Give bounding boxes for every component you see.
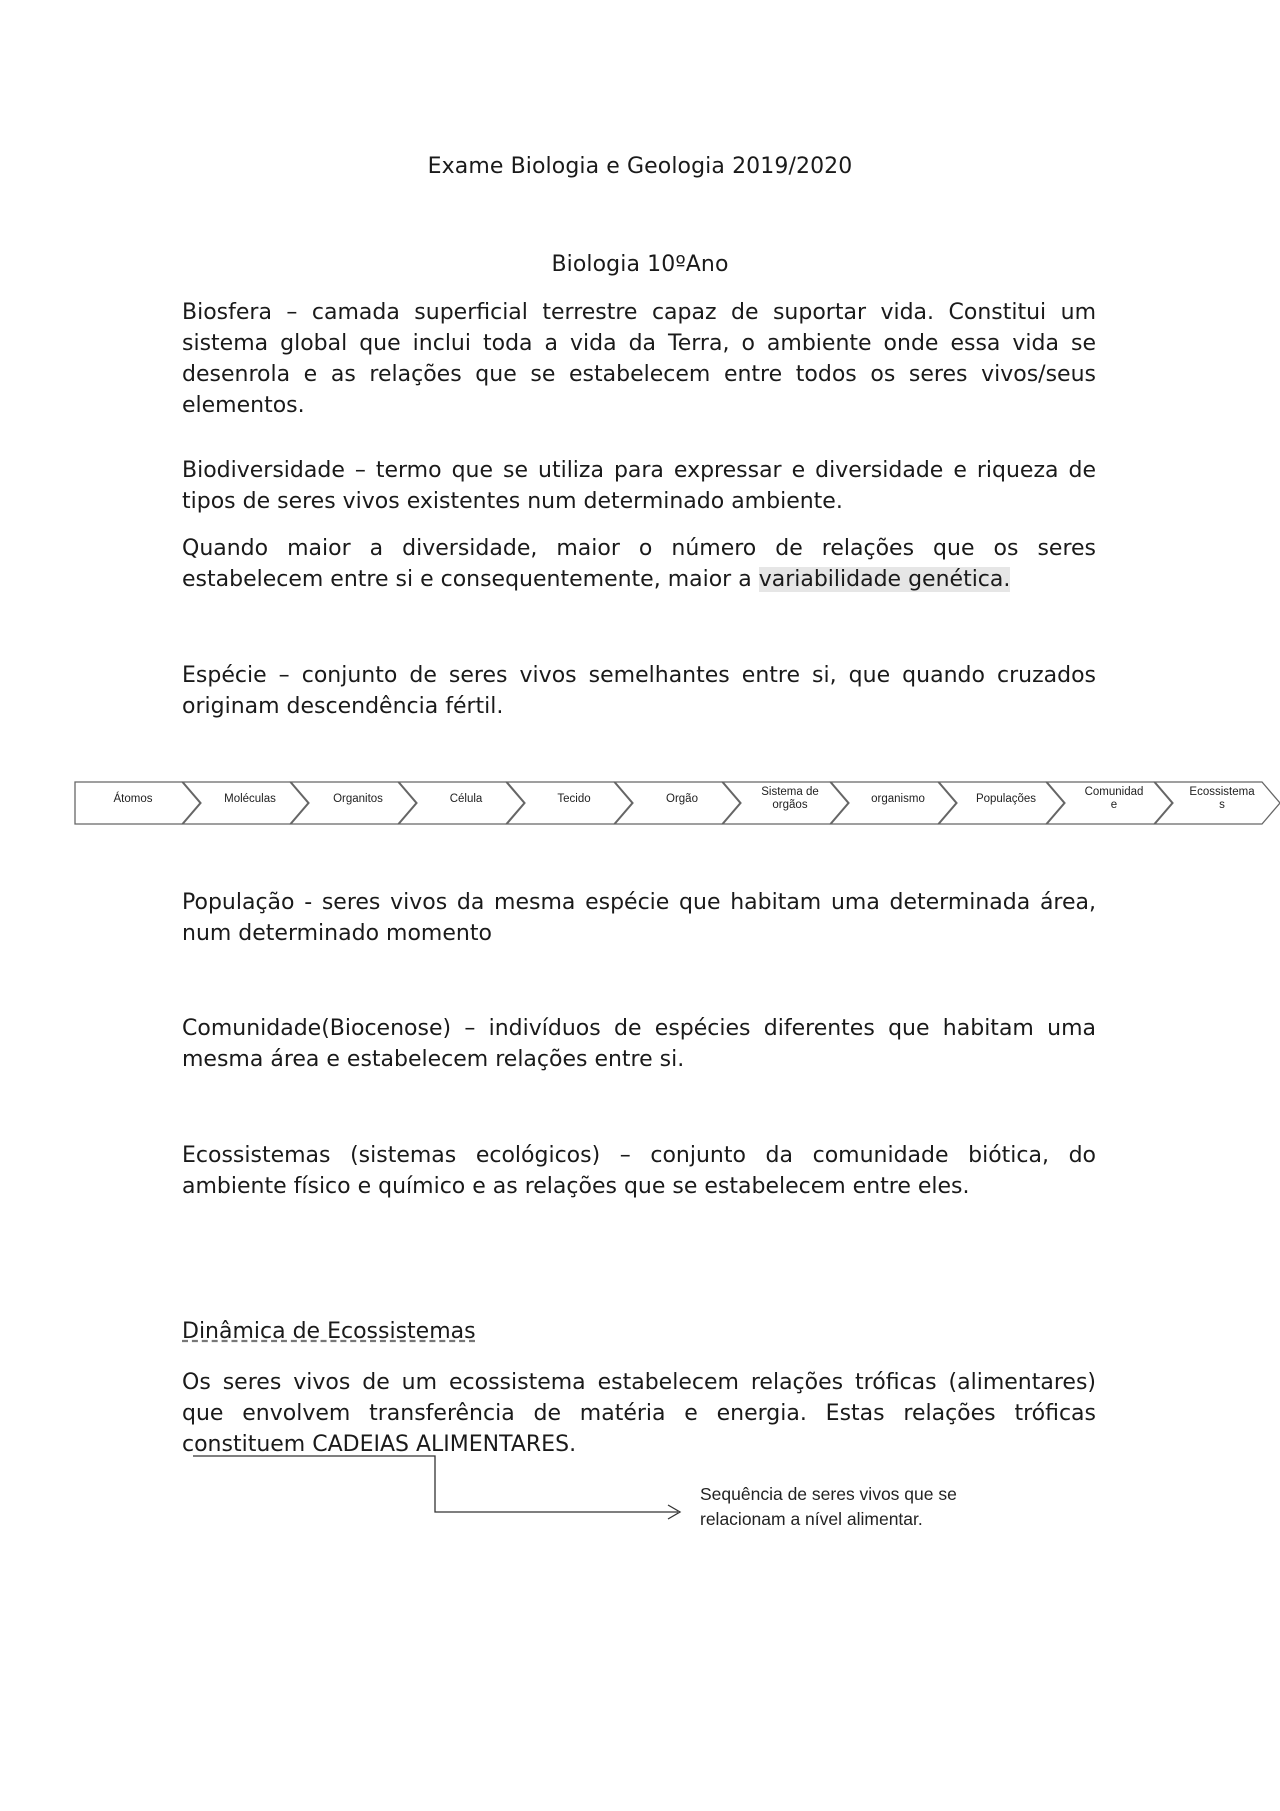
hierarchy-step-line2: e [1110,799,1118,811]
dinamica-heading-text: Dinâmica de Ecossistemas [182,1319,476,1344]
hierarchy-step-line1: Orgão [666,792,698,805]
hierarchy-step-line1: Ecossistema [1189,786,1255,798]
paragraph-biosfera: Biosfera – camada superficial terrestre capaz de suportar vida. Constitui um sistema global que inclui toda a vida da Terra, o ambiente onde essa vida se desenrola e as relações que se estabelecem entre todos os seres vivos/seus elementos. [182,300,1096,418]
hierarchy-step-line1: organismo [871,792,925,805]
paragraph-diversidade-text: Quando maior a diversidade, maior o número de relações que os seres estabelecem entre si e consequentemente, maior a [182,536,1096,592]
hierarchy-step-line2: orgãos [772,799,808,811]
hierarchy-step-line1: Comunidad [1084,786,1144,798]
document-title: Exame Biologia e Geologia 2019/2020 [427,154,853,179]
hierarchy-step-line1: Organitos [333,792,383,805]
hierarchy-step-line1: Moléculas [224,792,276,805]
paragraph-ecossistemas: Ecossistemas (sistemas ecológicos) – conjunto da comunidade biótica, do ambiente físico e químico e as relações que se estabelecem entre eles. [182,1143,1096,1199]
hierarchy-step-line1: Sistema de [761,786,819,798]
paragraph-populacao: População - seres vivos da mesma espécie que habitam uma determinada área, num determinado momento [182,890,1096,946]
cadeias-alimentares-term: CADEIAS ALIMENTARES [312,1432,570,1457]
annotation-line-2: relacionam a nível alimentar. [700,1509,923,1529]
paragraph-comunidade: Comunidade(Biocenose) – indivíduos de espécies diferentes que habitam uma mesma área e estabelecem relações entre si. [182,1016,1096,1072]
annotation-line-1: Sequência de seres vivos que se [700,1484,957,1504]
hierarchy-step-line2: s [1219,799,1225,811]
cadeias-period: . [569,1432,577,1457]
annotation-note [700,1482,1000,1532]
hierarchy-step-line1: Populações [975,792,1037,805]
paragraph-especie: Espécie – conjunto de seres vivos semelhantes entre si, que quando cruzados originam descendência fértil. [182,663,1096,719]
hierarchy-step-line1: Átomos [113,792,153,805]
document-subtitle: Biologia 10ºAno [551,252,729,277]
highlight-variabilidade: variabilidade genética. [758,567,1011,592]
paragraph-dinamica-text: Os seres vivos de um ecossistema estabelecem relações tróficas (alimentares) que envolvem transferência de matéria e energia. Estas relações tróficas constituem [182,1370,1096,1457]
hierarchy-step-line1: Tecido [557,792,591,805]
hierarchy-step-line1: Célula [449,792,483,805]
paragraph-biodiversidade: Biodiversidade – termo que se utiliza para expressar e diversidade e riqueza de tipos de seres vivos existentes num determinado ambiente. [182,458,1096,514]
